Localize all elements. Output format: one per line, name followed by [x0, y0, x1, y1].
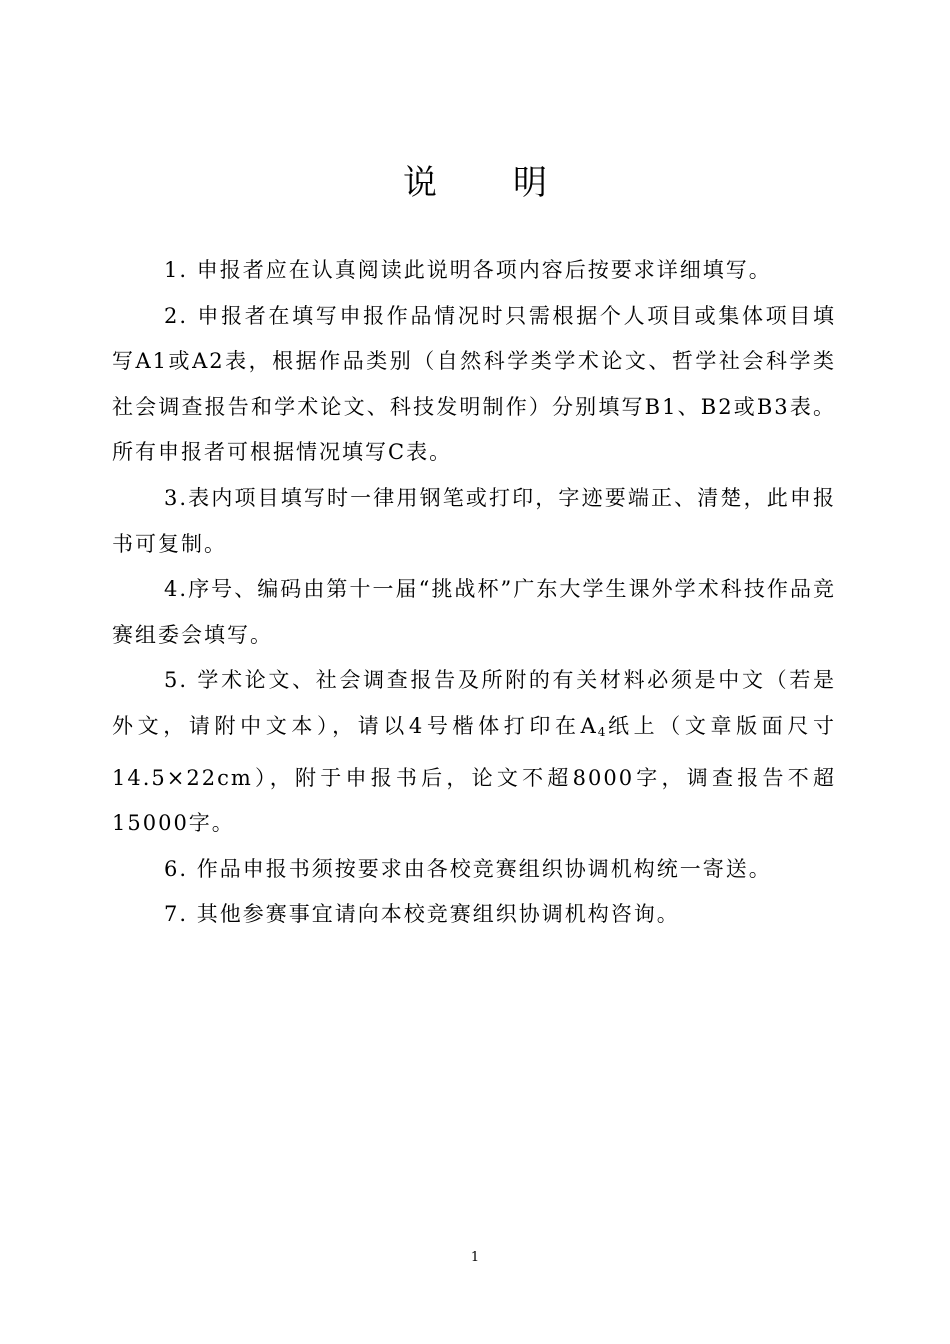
instruction-item-5-text-start: 5. 学术论文、社会调查报告及所附的有关材料必须是中文（若是外文，请附中文本），请以4号楷体打印在A [112, 668, 836, 738]
instruction-item-3: 3.表内项目填写时一律用钢笔或打印，字迹要端正、清楚，此申报书可复制。 [112, 485, 836, 556]
page-title: 说明 [403, 163, 623, 203]
instructions-body [112, 248, 836, 938]
instruction-item-1: 1. 申报者应在认真阅读此说明各项内容后按要求详细填写。 [164, 258, 772, 282]
instruction-item-5-text-end: 纸上（文章版面尺寸14.5×22cm），附于申报书后，论文不超8000字，调查报告不超15000字。 [112, 713, 837, 836]
page-number: 1 [470, 1250, 480, 1265]
instruction-item-6: 6. 作品申报书须按要求由各校竞赛组织协调机构统一寄送。 [164, 856, 772, 881]
instruction-item-5 [112, 658, 836, 846]
instruction-item-4: 4.序号、编码由第十一届“挑战杯”广东大学生课外学术科技作品竞赛组委会填写。 [112, 577, 836, 647]
instruction-item-7: 7. 其他参赛事宜请向本校竞赛组织协调机构咨询。 [164, 902, 680, 927]
paper-size-subscript: 4 [597, 724, 606, 739]
instruction-item-2: 2. 申报者在填写申报作品情况时只需根据个人项目或集体项目填写A1或A2表，根据作品类别（自然科学类学术论文、哲学社会科学类社会调查报告和学术论文、科技发明制作）分别填写B1、B2或B3表。所有申报者可根据情况填写C表。 [112, 303, 836, 465]
